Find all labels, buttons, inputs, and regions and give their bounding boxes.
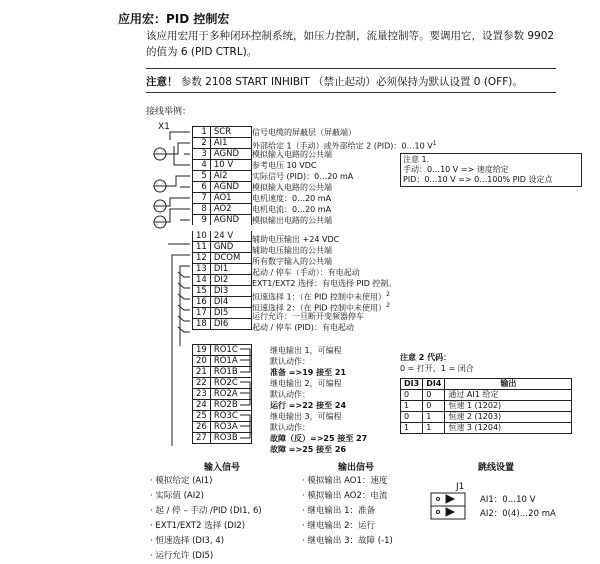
codes-cell: 1 xyxy=(423,412,445,423)
relay-signal: RO1B xyxy=(210,367,251,378)
output-signal-item: · 继电输出 1：准备 xyxy=(302,504,393,519)
codes-cell: 0 xyxy=(423,390,445,401)
relay-number: 19 xyxy=(193,345,211,356)
codes-header-cell: DI3 xyxy=(401,379,423,390)
codes-cell: 1 xyxy=(401,401,423,412)
output-signal-item: · 继电输出 3：故障 (-1) xyxy=(302,534,393,549)
terminal-number: 6 xyxy=(193,182,211,193)
terminal-number: 1 xyxy=(193,127,211,138)
codes-cell: 0 xyxy=(401,412,423,423)
terminal-number: 18 xyxy=(193,319,211,330)
codes-row xyxy=(401,390,572,401)
wiring-label: 接线举例： xyxy=(146,107,192,117)
terminal-description: 起动 / 停车 (PID)：有电起动 xyxy=(252,323,354,332)
relay-number: 25 xyxy=(193,411,211,422)
codes-cell: 恒速 2 (1203) xyxy=(445,412,572,423)
output-signal-item: · 模拟输出 AO2：电流 xyxy=(302,489,393,504)
codes-cell: 1 xyxy=(423,423,445,434)
terminal-row xyxy=(193,193,252,204)
terminal-description: 电机电流：0…20 mA xyxy=(252,205,332,214)
terminal-row xyxy=(193,149,252,160)
terminal-row xyxy=(193,264,252,275)
terminal-row xyxy=(193,253,252,264)
terminal-number: 7 xyxy=(193,193,211,204)
terminal-signal: AI1 xyxy=(210,138,251,149)
codes-cell: 通过 AI1 给定 xyxy=(445,390,572,401)
jumper-label: J1 xyxy=(456,482,465,492)
terminal-description: 模拟输出电路的公共端 xyxy=(252,216,332,225)
terminal-row xyxy=(193,242,252,253)
relay-1-desc xyxy=(270,345,346,378)
codes-header-cell: DI4 xyxy=(423,379,445,390)
relay-2-line-3: 运行 =>22 接至 24 xyxy=(270,401,347,410)
relay-signal: RO2B xyxy=(210,400,251,411)
terminal-signal: DI6 xyxy=(210,319,251,330)
intro-paragraph: 该应用宏用于多种闭环控制系统，如压力控制，流量控制等。要调用它，设置参数 9902 的值为 6 (PID CTRL)。 xyxy=(146,30,555,58)
input-signal-item: · 实际值 (AI2) xyxy=(150,489,262,504)
relay-number: 26 xyxy=(193,422,211,433)
note-1-title: 注意 1. xyxy=(403,155,430,164)
terminal-number: 13 xyxy=(193,264,211,275)
output-signal-item: · 继电输出 2：运行 xyxy=(302,519,393,534)
relay-2-desc xyxy=(270,378,346,411)
terminal-signal: DI5 xyxy=(210,308,251,319)
terminal-description: 信号电缆的屏蔽层（屏蔽端） xyxy=(252,128,356,137)
terminal-number: 14 xyxy=(193,275,211,286)
terminal-description: 辅助电压输出的公共端 xyxy=(252,246,332,255)
terminal-description: EXT1/EXT2 选择：有电选择 PID 控制。 xyxy=(252,279,397,288)
footnote-marker: 2 xyxy=(386,302,390,309)
terminal-row xyxy=(193,228,252,242)
relay-number: 27 xyxy=(193,433,211,444)
divider xyxy=(146,68,556,69)
note-1-manual: 手动：0…10 V => 速度给定 xyxy=(403,165,509,174)
terminal-row xyxy=(193,275,252,286)
relay-contacts xyxy=(240,344,264,444)
note-2-code: 0 = 打开，1 = 闭合 xyxy=(400,364,474,373)
relay-3-line-2: 默认动作： xyxy=(270,423,310,432)
terminal-signal: 10 V xyxy=(210,160,251,171)
input-signal-item: · 模拟给定 (AI1) xyxy=(150,474,262,489)
note-1-box xyxy=(400,153,582,187)
terminal-description: 模拟输入电路的公共端 xyxy=(252,183,332,192)
terminal-row xyxy=(193,204,252,215)
terminal-number: 5 xyxy=(193,171,211,182)
terminal-row xyxy=(193,171,252,182)
input-signal-item: · 运行允许 (DI5) xyxy=(150,549,262,564)
relay-signal: RO2C xyxy=(210,378,251,389)
input-signal-item: · EXT1/EXT2 选择 (DI2) xyxy=(150,519,262,534)
terminal-number: 17 xyxy=(193,308,211,319)
note-label: 注意！ xyxy=(146,76,178,88)
jumper-ai2: AI2：0(4)…20 mA xyxy=(480,509,556,519)
outputs-list xyxy=(302,474,393,549)
terminal-signal: DI1 xyxy=(210,264,251,275)
terminal-description: 电机速度：0…20 mA xyxy=(252,194,332,203)
relay-signal: RO2A xyxy=(210,389,251,400)
terminal-row xyxy=(193,160,252,171)
note-2-title: 注意 2 代码： xyxy=(400,353,452,362)
relay-signal: RO3A xyxy=(210,422,251,433)
relay-signal: RO3C xyxy=(210,411,251,422)
relay-3-line-3: 故障（反）=>25 接至 27 xyxy=(270,434,368,443)
terminal-number: 4 xyxy=(193,160,211,171)
terminal-signal: AO1 xyxy=(210,193,251,204)
terminal-description: 外部给定 1（手动）或外部给定 2 (PID)：0…10 $V^1$ xyxy=(252,140,437,151)
inputs-heading: 输入信号 xyxy=(204,463,241,473)
page-title: 应用宏：PID 控制宏 xyxy=(118,12,230,26)
terminal-number: 15 xyxy=(193,286,211,297)
terminal-description: 参考电压 10 VDC xyxy=(252,161,317,170)
codes-cell: 恒速 1 (1202) xyxy=(445,401,572,412)
codes-cell: 0 xyxy=(423,401,445,412)
jumper-ai1: AI1：0…10 V xyxy=(480,495,536,505)
wiring-schematic xyxy=(140,126,196,446)
terminal-description: 起动 / 停车（手动）：有电起动 xyxy=(252,268,360,277)
terminal-signal: DI4 xyxy=(210,297,251,308)
divider xyxy=(146,92,556,93)
input-signal-item: · 恒速选择 (DI3, 4) xyxy=(150,534,262,549)
terminal-signal: GND xyxy=(210,242,251,253)
terminal-signal: DCOM xyxy=(210,253,251,264)
outputs-heading: 输出信号 xyxy=(338,463,375,473)
terminal-description: 恒速选择 1：（在 PID 控制中未使用）$^2$ xyxy=(252,291,390,302)
relay-number: 23 xyxy=(193,389,211,400)
codes-cell: 1 xyxy=(401,423,423,434)
footnote-marker: 1 xyxy=(432,140,437,147)
x1-label: X1 xyxy=(158,122,170,132)
note-text: 参数 2108 START INHIBIT （禁止起动）必须保持为默认设置 0 (OFF)。 xyxy=(180,76,523,88)
terminal-description: 模拟输入电路的公共端 xyxy=(252,150,332,159)
terminal-signal: AI2 xyxy=(210,171,251,182)
relay-number: 24 xyxy=(193,400,211,411)
relay-3-line-4: 故障 =>25 接至 26 xyxy=(270,445,347,454)
terminal-number: 11 xyxy=(193,242,211,253)
terminal-signal: AGND xyxy=(210,149,251,160)
terminal-row xyxy=(193,215,252,229)
relay-1-line-2: 默认动作： xyxy=(270,357,310,366)
jumper-heading: 跳线设置 xyxy=(478,463,515,473)
terminal-number: 16 xyxy=(193,297,211,308)
terminal-number: 10 xyxy=(193,228,211,242)
terminal-signal: DI3 xyxy=(210,286,251,297)
relay-number: 21 xyxy=(193,367,211,378)
relay-2-line-2: 默认动作： xyxy=(270,390,310,399)
relay-number: 20 xyxy=(193,356,211,367)
relay-signal: RO1A xyxy=(210,356,251,367)
relay-signal: RO3B xyxy=(210,433,251,444)
relay-2-line-1: 继电输出 2，可编程 xyxy=(270,379,342,388)
terminal-number: 12 xyxy=(193,253,211,264)
terminal-description: 所有数字输入的公共端 xyxy=(252,257,332,266)
terminal-signal: AGND xyxy=(210,215,251,229)
terminal-signal: SCR xyxy=(210,127,251,138)
terminal-row xyxy=(193,319,252,330)
terminal-number: 2 xyxy=(193,138,211,149)
constant-speed-codes-table xyxy=(400,378,572,434)
codes-cell: 0 xyxy=(401,390,423,401)
codes-cell: 恒速 3 (1204) xyxy=(445,423,572,434)
terminal-description: 运行允许：一旦断开变频器停车 xyxy=(252,312,364,321)
terminal-row xyxy=(193,182,252,193)
terminal-description: 恒速选择 2：（在 PID 控制中未使用）$^2$ xyxy=(252,302,390,313)
note-start-inhibit xyxy=(146,74,523,89)
terminal-row xyxy=(193,138,252,149)
note-1-pid: PID：0…10 V => 0…100% PID 设定点 xyxy=(403,175,553,184)
footnote-marker: 2 xyxy=(386,291,390,298)
jumper-j1-diagram xyxy=(430,492,478,522)
terminal-row xyxy=(193,297,252,308)
terminal-signal: DI2 xyxy=(210,275,251,286)
relay-3-desc xyxy=(270,411,367,455)
relay-signal: RO1C xyxy=(210,345,251,356)
terminal-row xyxy=(193,308,252,319)
codes-row xyxy=(401,423,572,434)
relay-number: 22 xyxy=(193,378,211,389)
terminal-description: 实际信号 (PID)：0…20 mA xyxy=(252,172,354,181)
note-2 xyxy=(400,352,474,374)
terminal-signal: AGND xyxy=(210,182,251,193)
terminal-number: 9 xyxy=(193,215,211,229)
codes-header-cell: 输出 xyxy=(445,379,572,390)
output-signal-item: · 模拟输出 AO1：速度 xyxy=(302,474,393,489)
inputs-list xyxy=(150,474,262,564)
codes-row xyxy=(401,401,572,412)
relay-1-line-3: 准备 =>19 接至 21 xyxy=(270,368,347,377)
terminal-description: 辅助电压输出 +24 VDC xyxy=(252,235,340,244)
terminal-number: 3 xyxy=(193,149,211,160)
relay-3-line-1: 继电输出 3，可编程 xyxy=(270,412,342,421)
codes-row xyxy=(401,412,572,423)
terminal-block-x1 xyxy=(192,126,252,330)
terminal-signal: AO2 xyxy=(210,204,251,215)
terminal-row xyxy=(193,127,252,138)
relay-1-line-1: 继电输出 1，可编程 xyxy=(270,346,342,355)
terminal-signal: 24 V xyxy=(210,228,251,242)
terminal-row xyxy=(193,286,252,297)
terminal-number: 8 xyxy=(193,204,211,215)
input-signal-item: · 起 / 停 – 手动 /PID (DI1, 6) xyxy=(150,504,262,519)
